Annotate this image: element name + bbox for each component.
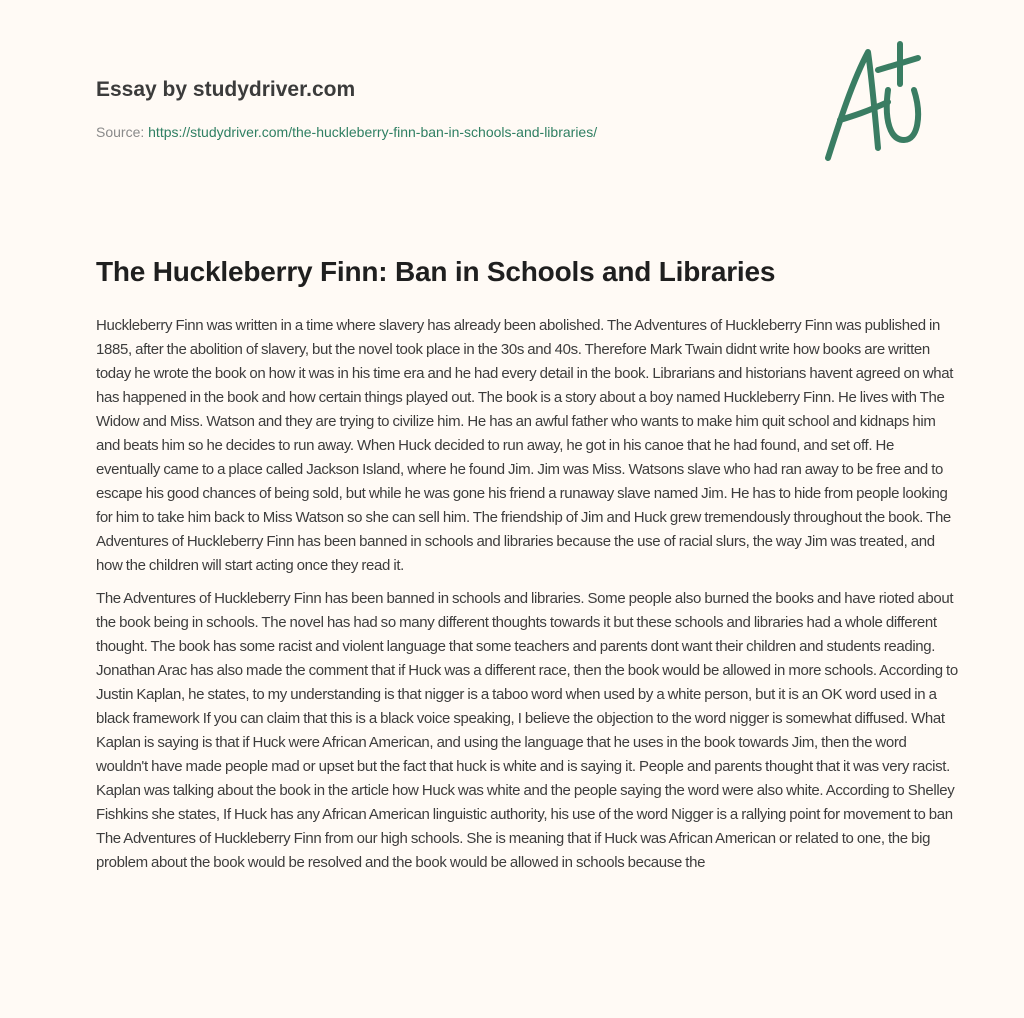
source-link[interactable]: https://studydriver.com/the-huckleberry-finn-ban-in-schools-and-libraries/ bbox=[148, 124, 598, 140]
source-label: Source: bbox=[96, 124, 145, 140]
paragraph: Huckleberry Finn was written in a time where slavery has already been abolished. The Adventures of Huckleberry Finn was published in 1885, after the abolition of slavery, but the novel took place in the 30s and 40s. Therefore Mark Twain didnt write how books are written today he wrote the book on how it was in his time era and he had every detail in the book. Librarians and historians havent agreed on what has happened in the book and how certain things played out. The book is a story about a boy named Huckleberry Finn. He lives with The Widow and Miss. Watson and they are trying to civilize him. He has an awful father who wants to make him quit school and kidnaps him and beats him so he decides to run away. When Huck decided to run away, he got in his canoe that he had found, and set off. He eventually came to a place called Jackson Island, where he found Jim. Jim was Miss. Watsons slave who had ran away to be free and to escape his good chances of being sold, but while he was gone his friend a runaway slave named Jim. He has to hide from people looking for him to take him back to Miss Watson so she can sell him. The friendship of Jim and Huck grew tremendously throughout the book. The Adventures of Huckleberry Finn has been banned in schools and libraries because the use of racial slurs, the way Jim was treated, and how the children will start acting once they read it. bbox=[96, 317, 954, 574]
a-plus-logo-icon bbox=[818, 40, 933, 165]
article-body bbox=[96, 314, 958, 884]
article-title: The Huckleberry Finn: Ban in Schools and Libraries bbox=[96, 256, 776, 287]
source-line bbox=[96, 124, 597, 140]
brand-heading: Essay by studydriver.com bbox=[96, 78, 356, 101]
paragraph: The Adventures of Huckleberry Finn has been banned in schools and libraries. Some people also burned the books and have rioted about the book being in schools. The novel has had so many different thoughts towards it but these schools and libraries had a whole different thought. The book has some racist and violent language that some teachers and parents dont want their children and students reading. Jonathan Arac has also made the comment that if Huck was a different race, then the book would be allowed in more schools. According to Justin Kaplan, he states, to my understanding is that nigger is a taboo word when used by a white person, but it is an OK word used in a black framework If you can claim that this is a black voice speaking, I believe the objection to the word nigger is somewhat diffused. What Kaplan is saying is that if Huck were African American, and using the language that he uses in the book towards Jim, then the word wouldn't have made people mad or upset but the fact that huck is white and is saying it. People and parents thought that it was very racist. Kaplan was talking about the book in the article how Huck was white and the people saying the word were also white. According to Shelley Fishkins she states, If Huck has any African American linguistic authority, his use of the word Nigger is a rallying point for movement to ban The Adventures of Huckleberry Finn from our high schools. She is meaning that if Huck was African American or related to one, the big problem about the book would be resolved and the book would be allowed in schools because the bbox=[96, 590, 958, 871]
